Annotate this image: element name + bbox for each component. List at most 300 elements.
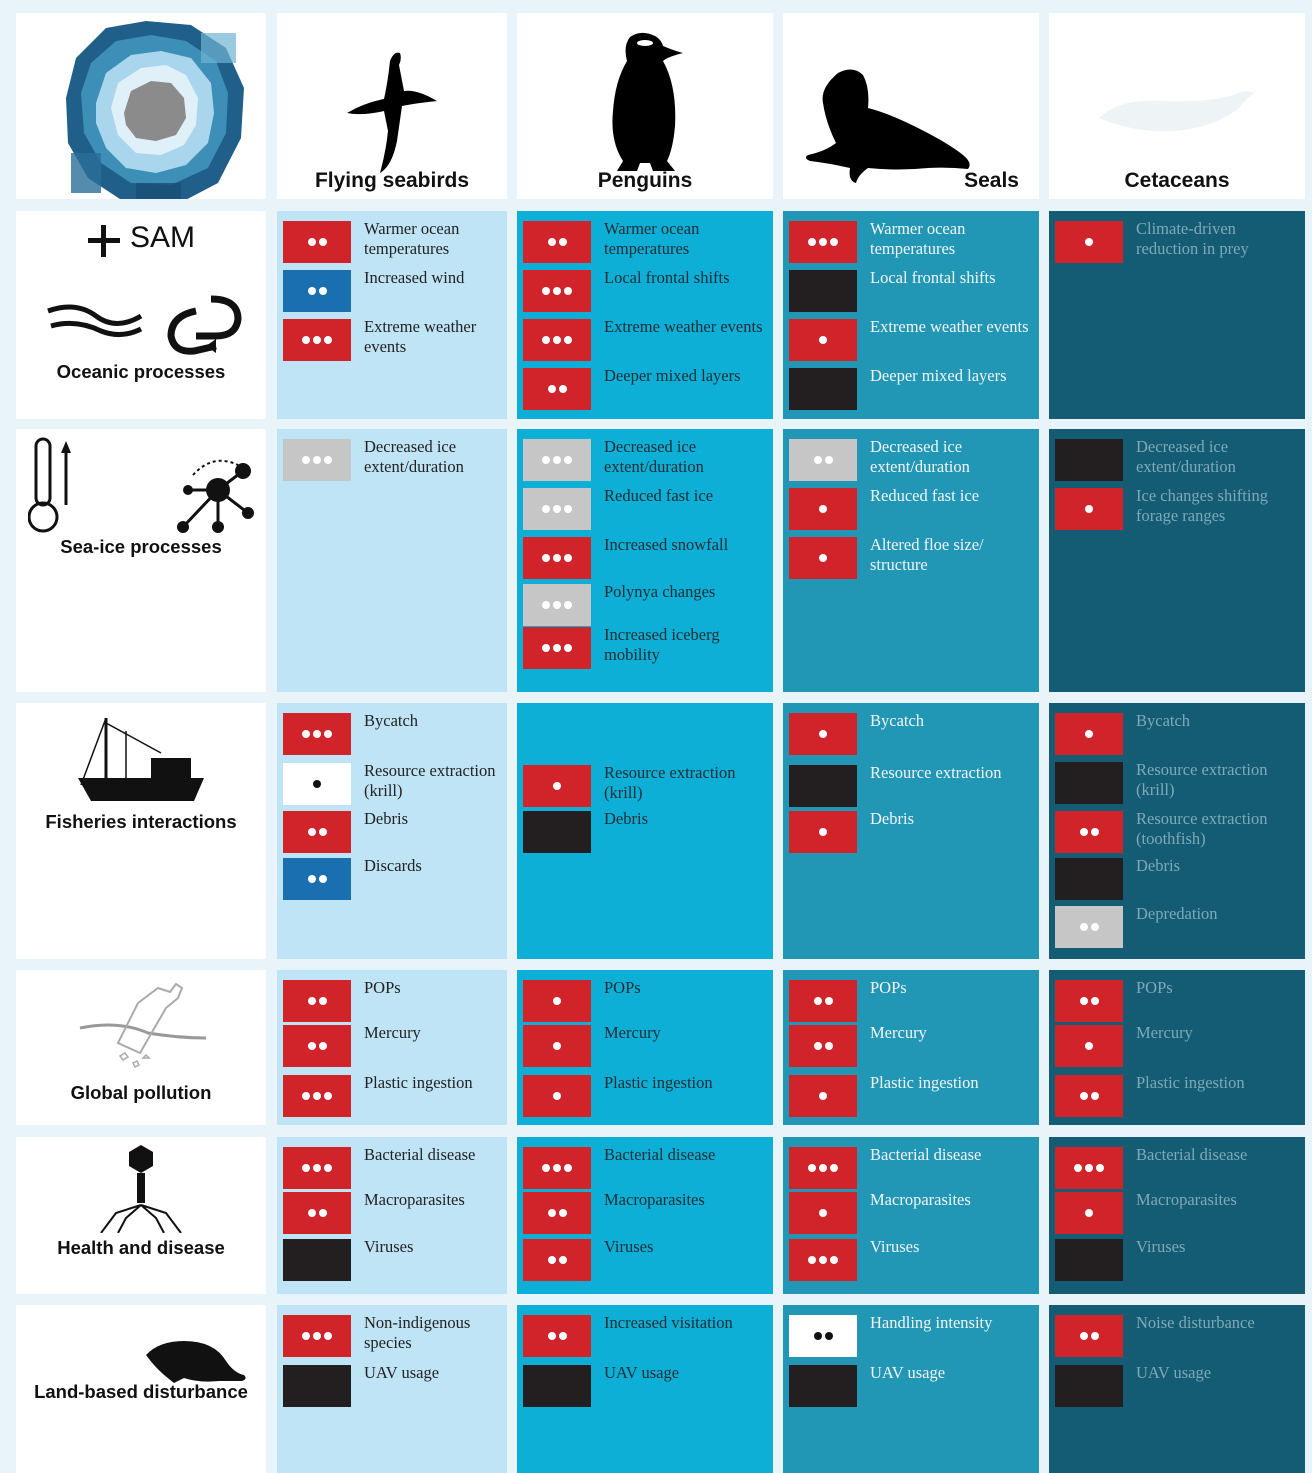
confidence-dot (819, 1164, 827, 1172)
threat-entry (283, 1192, 503, 1236)
confidence-dot (308, 238, 316, 246)
threat-label: Noise disturbance (1136, 1313, 1255, 1332)
threat-entry (1055, 906, 1301, 950)
confidence-dots (302, 336, 332, 344)
threat-entry (1055, 1147, 1301, 1191)
confidence-dots (819, 554, 827, 562)
confidence-box (523, 488, 591, 530)
confidence-box (1055, 439, 1123, 481)
threat-label: Bacterial disease (870, 1145, 982, 1164)
threat-label: Resource extraction (krill) (604, 763, 736, 802)
confidence-dots (1085, 730, 1093, 738)
confidence-dots (1080, 997, 1099, 1005)
confidence-box (1055, 1239, 1123, 1281)
confidence-box (789, 270, 857, 312)
cell-fisheries-seal (783, 703, 1039, 959)
confidence-dot (553, 287, 561, 295)
confidence-box (1055, 858, 1123, 900)
threat-label: Reduced fast ice (604, 486, 714, 505)
threat-entry (523, 1025, 769, 1069)
confidence-dot (319, 828, 327, 836)
threat-label: Resource extraction (870, 763, 1002, 782)
threat-entry (1055, 858, 1301, 902)
confidence-dot (1085, 238, 1093, 246)
confidence-dot (830, 238, 838, 246)
threat-entry (523, 319, 769, 363)
confidence-box (283, 1315, 351, 1357)
confidence-dots (308, 828, 327, 836)
confidence-dot (553, 554, 561, 562)
confidence-box (1055, 1315, 1123, 1357)
threat-entry (523, 1147, 769, 1191)
threat-label: Macroparasites (364, 1190, 465, 1209)
threat-entry (523, 1315, 769, 1359)
confidence-dot (819, 1092, 827, 1100)
confidence-box (283, 1192, 351, 1234)
confidence-dots (1080, 828, 1099, 836)
threat-label: Ice changes shifting forage ranges (1136, 486, 1268, 525)
confidence-dot (564, 287, 572, 295)
confidence-box (789, 811, 857, 853)
confidence-dot (548, 1332, 556, 1340)
threat-label: Decreased ice extent/duration (364, 437, 464, 476)
confidence-dots (819, 1209, 827, 1217)
confidence-dots (542, 1164, 572, 1172)
confidence-dots (808, 238, 838, 246)
confidence-dots (819, 730, 827, 738)
confidence-dot (542, 601, 550, 609)
cell-oceanic-fly (277, 211, 507, 419)
confidence-dot (559, 1332, 567, 1340)
threat-entry (283, 811, 503, 855)
confidence-box (283, 1025, 351, 1067)
confidence-dot (814, 456, 822, 464)
confidence-dot (1085, 1209, 1093, 1217)
threat-entry (1055, 980, 1301, 1024)
confidence-dots (308, 1042, 327, 1050)
confidence-box (523, 270, 591, 312)
confidence-dot (553, 456, 561, 464)
confidence-dot (564, 336, 572, 344)
threat-label: Plastic ingestion (364, 1073, 473, 1092)
threat-label: Reduced fast ice (870, 486, 980, 505)
cell-health-fly (277, 1137, 507, 1294)
cell-fisheries-fly (277, 703, 507, 959)
threat-entry (1055, 488, 1301, 532)
confidence-box (1055, 906, 1123, 948)
row-header-land-based-disturbance (16, 1305, 266, 1473)
threat-entry (523, 584, 769, 628)
cetacean-icon (1094, 83, 1264, 143)
confidence-dot (302, 1164, 310, 1172)
threat-entry (523, 368, 769, 412)
confidence-box (283, 1239, 351, 1281)
cell-land-seal (783, 1305, 1039, 1473)
confidence-box (283, 980, 351, 1022)
confidence-box (523, 980, 591, 1022)
cell-land-fly (277, 1305, 507, 1473)
confidence-dot (319, 287, 327, 295)
column-header-penguins (517, 13, 773, 199)
confidence-dots (553, 782, 561, 790)
confidence-dots (548, 1256, 567, 1264)
confidence-dot (1080, 828, 1088, 836)
threat-label: Debris (870, 809, 914, 828)
cell-pollution-seal (783, 970, 1039, 1125)
confidence-dots (808, 1256, 838, 1264)
thermometer-and-network-icon (28, 435, 258, 535)
confidence-box (523, 1075, 591, 1117)
threat-entry (789, 1192, 1035, 1236)
confidence-box (523, 368, 591, 410)
confidence-box (1055, 1147, 1123, 1189)
confidence-dot (830, 1256, 838, 1264)
confidence-dots (308, 1209, 327, 1217)
threat-label: Decreased ice extent/duration (604, 437, 704, 476)
confidence-dot (825, 1332, 833, 1340)
threat-entry (523, 980, 769, 1024)
confidence-dots (302, 456, 332, 464)
confidence-dot (825, 1042, 833, 1050)
confidence-box (789, 439, 857, 481)
threat-label: Bacterial disease (1136, 1145, 1248, 1164)
threat-label: Deeper mixed layers (604, 366, 741, 385)
threat-entry (523, 537, 769, 581)
confidence-dots (548, 238, 567, 246)
threat-label: Resource extraction (krill) (1136, 760, 1268, 799)
confidence-box (1055, 1365, 1123, 1407)
row-header-health-and-disease (16, 1137, 266, 1294)
confidence-dot (308, 1042, 316, 1050)
confidence-dot (542, 505, 550, 513)
confidence-dot (324, 1092, 332, 1100)
confidence-dot (819, 505, 827, 513)
threat-entry (523, 811, 769, 855)
confidence-dots (302, 1164, 332, 1172)
threat-label: Bacterial disease (364, 1145, 476, 1164)
threat-label: Resource extraction (toothfish) (1136, 809, 1268, 848)
confidence-dot (808, 1164, 816, 1172)
confidence-box (1055, 1025, 1123, 1067)
threat-label: Altered floe size/ structure (870, 535, 984, 574)
sam-label: SAM (130, 221, 196, 254)
confidence-dot (313, 456, 321, 464)
cell-oceanic-cet (1049, 211, 1305, 419)
confidence-dot (1074, 1164, 1082, 1172)
confidence-dots (553, 1092, 561, 1100)
threat-entry (789, 439, 1035, 483)
threat-entry (283, 1315, 503, 1359)
threat-label: Mercury (604, 1023, 661, 1042)
cell-pollution-fly (277, 970, 507, 1125)
threat-label: Bycatch (870, 711, 925, 730)
confidence-box (789, 1365, 857, 1407)
confidence-dots (808, 1164, 838, 1172)
bacteriophage-icon (96, 1143, 186, 1233)
threat-label: UAV usage (870, 1363, 946, 1382)
confidence-box (1055, 980, 1123, 1022)
threat-label: Macroparasites (1136, 1190, 1237, 1209)
threat-entry (523, 488, 769, 532)
antarctica-map-icon (16, 13, 266, 199)
threat-label: Debris (1136, 856, 1180, 875)
cell-pollution-cet (1049, 970, 1305, 1125)
threat-label: Decreased ice extent/duration (870, 437, 970, 476)
confidence-dot (319, 875, 327, 883)
confidence-dots (814, 1332, 833, 1340)
confidence-dot (814, 1042, 822, 1050)
confidence-dot (830, 1164, 838, 1172)
threat-entry (283, 713, 503, 757)
threat-entry (283, 270, 503, 314)
threat-label: POPs (364, 978, 401, 997)
confidence-box (523, 439, 591, 481)
confidence-dot (542, 1164, 550, 1172)
column-label-flying-seabirds: Flying seabirds (314, 169, 470, 192)
confidence-dot (553, 644, 561, 652)
threat-entry (283, 1075, 503, 1119)
confidence-dot (1080, 1092, 1088, 1100)
confidence-box (789, 368, 857, 410)
threat-entry (789, 1365, 1035, 1409)
confidence-dot (1080, 1332, 1088, 1340)
confidence-dot (1091, 997, 1099, 1005)
confidence-box (789, 1025, 857, 1067)
wind-and-current-icon (46, 291, 246, 361)
threat-entry (283, 439, 503, 483)
confidence-box (523, 765, 591, 807)
threat-label: Bycatch (364, 711, 419, 730)
confidence-dots (308, 238, 327, 246)
threat-entry (283, 319, 503, 363)
confidence-box (789, 765, 857, 807)
confidence-dots (819, 828, 827, 836)
confidence-dots (819, 1092, 827, 1100)
confidence-box (523, 1365, 591, 1407)
threat-label: Extreme weather events (364, 317, 477, 356)
confidence-box (789, 1147, 857, 1189)
confidence-dots (1085, 1042, 1093, 1050)
confidence-dot (548, 1209, 556, 1217)
confidence-box (789, 1315, 857, 1357)
threat-entry (1055, 1315, 1301, 1359)
threat-entry (1055, 762, 1301, 806)
threat-label: Depredation (1136, 904, 1218, 923)
confidence-dots (1085, 1209, 1093, 1217)
threat-label: Decreased ice extent/duration (1136, 437, 1236, 476)
confidence-dot (564, 1164, 572, 1172)
threat-label: Plastic ingestion (604, 1073, 713, 1092)
row-label-pollution: Global pollution (70, 1082, 212, 1103)
cell-seaice-cet (1049, 429, 1305, 692)
column-header-seals (783, 13, 1039, 199)
confidence-dot (1085, 730, 1093, 738)
confidence-dot (819, 238, 827, 246)
confidence-box (789, 980, 857, 1022)
confidence-dot (1091, 828, 1099, 836)
confidence-box (789, 1239, 857, 1281)
threat-entry (1055, 811, 1301, 855)
confidence-dot (553, 1092, 561, 1100)
threat-entry (523, 1239, 769, 1283)
row-header-global-pollution (16, 970, 266, 1125)
threat-label: Mercury (364, 1023, 421, 1042)
confidence-dot (559, 1209, 567, 1217)
confidence-dot (548, 385, 556, 393)
confidence-dots (313, 780, 321, 788)
confidence-box (523, 319, 591, 361)
confidence-dot (319, 1209, 327, 1217)
confidence-dot (1085, 1164, 1093, 1172)
confidence-box (283, 1365, 351, 1407)
confidence-box (523, 1147, 591, 1189)
row-label-land: Land-based disturbance (34, 1381, 248, 1402)
confidence-box (523, 811, 591, 853)
confidence-dot (319, 1042, 327, 1050)
confidence-dots (548, 385, 567, 393)
confidence-dots (308, 997, 327, 1005)
cell-oceanic-seal (783, 211, 1039, 419)
threat-entry (523, 221, 769, 265)
confidence-box (789, 1192, 857, 1234)
flying-seabird-icon (342, 41, 442, 176)
confidence-dots (1085, 505, 1093, 513)
confidence-dots (542, 456, 572, 464)
cell-pollution-pen (517, 970, 773, 1125)
cell-health-cet (1049, 1137, 1305, 1294)
confidence-dot (319, 238, 327, 246)
threat-entry (523, 627, 769, 671)
threat-label: POPs (604, 978, 641, 997)
threat-label: Viruses (1136, 1237, 1186, 1256)
threat-entry (283, 858, 503, 902)
threat-entry (1055, 1239, 1301, 1283)
confidence-dots (308, 287, 327, 295)
threat-label: Local frontal shifts (604, 268, 730, 287)
confidence-box (283, 319, 351, 361)
threat-label: POPs (870, 978, 907, 997)
threat-label: Increased wind (364, 268, 465, 287)
threat-label: Extreme weather events (604, 317, 763, 336)
confidence-dot (1085, 505, 1093, 513)
threat-entry (1055, 1075, 1301, 1119)
threat-label: Handling intensity (870, 1313, 993, 1332)
confidence-box (789, 488, 857, 530)
threat-entry (789, 221, 1035, 265)
confidence-dot (313, 1332, 321, 1340)
confidence-dot (302, 456, 310, 464)
confidence-dot (553, 997, 561, 1005)
confidence-dots (1080, 1332, 1099, 1340)
confidence-box (523, 584, 591, 626)
threat-entry (523, 270, 769, 314)
confidence-dot (324, 1332, 332, 1340)
confidence-dots (542, 336, 572, 344)
confidence-dot (564, 601, 572, 609)
row-label-sea-ice: Sea-ice processes (60, 536, 222, 557)
confidence-dot (542, 287, 550, 295)
threat-label: Bycatch (1136, 711, 1191, 730)
row-header-fisheries-interactions (16, 703, 266, 959)
cell-land-pen (517, 1305, 773, 1473)
column-header-cetaceans (1049, 13, 1305, 199)
confidence-dot (302, 730, 310, 738)
confidence-box (523, 627, 591, 669)
threat-label: Increased snowfall (604, 535, 729, 554)
threat-label: Non-indigenous species (364, 1313, 471, 1352)
threat-label: Deeper mixed layers (870, 366, 1007, 385)
threat-entry (283, 221, 503, 265)
confidence-box (523, 1192, 591, 1234)
confidence-box (523, 1025, 591, 1067)
confidence-dot (548, 238, 556, 246)
confidence-box (789, 537, 857, 579)
confidence-dots (819, 336, 827, 344)
confidence-box (523, 537, 591, 579)
confidence-dots (553, 1042, 561, 1050)
penguin-icon (605, 31, 685, 176)
confidence-dots (1080, 1092, 1099, 1100)
threat-entry (1055, 1192, 1301, 1236)
threat-label: UAV usage (604, 1363, 680, 1382)
confidence-dot (1091, 1092, 1099, 1100)
confidence-dots (542, 287, 572, 295)
confidence-dots (302, 730, 332, 738)
threat-label: Resource extraction (krill) (364, 761, 496, 800)
threat-label: Extreme weather events (870, 317, 1029, 336)
threat-label: Debris (604, 809, 648, 828)
confidence-box (283, 1075, 351, 1117)
confidence-dot (319, 997, 327, 1005)
cell-land-cet (1049, 1305, 1305, 1473)
threat-label: Mercury (870, 1023, 927, 1042)
threat-entry (789, 713, 1035, 757)
threat-entry (1055, 1365, 1301, 1409)
confidence-dot (553, 601, 561, 609)
confidence-dots (308, 875, 327, 883)
row-label-fisheries: Fisheries interactions (45, 811, 237, 832)
threat-label: UAV usage (1136, 1363, 1212, 1382)
threat-label: Polynya changes (604, 582, 716, 601)
threat-label: Plastic ingestion (870, 1073, 979, 1092)
confidence-dots (1080, 923, 1099, 931)
confidence-dot (313, 336, 321, 344)
threat-entry (283, 1147, 503, 1191)
threat-entry (789, 1315, 1035, 1359)
threat-entry (523, 1075, 769, 1119)
confidence-dots (553, 997, 561, 1005)
column-header-flying-seabirds (277, 13, 507, 199)
confidence-dot (814, 1332, 822, 1340)
confidence-dot (1091, 923, 1099, 931)
threat-label: Mercury (1136, 1023, 1193, 1042)
threat-entry (283, 1239, 503, 1283)
threat-label: Warmer ocean temperatures (364, 219, 460, 258)
confidence-dot (564, 456, 572, 464)
confidence-dots (542, 601, 572, 609)
confidence-dot (302, 336, 310, 344)
threat-label: Warmer ocean temperatures (870, 219, 966, 258)
confidence-dots (1085, 238, 1093, 246)
threat-entry (523, 1365, 769, 1409)
confidence-dots (542, 554, 572, 562)
confidence-dot (553, 336, 561, 344)
confidence-dots (548, 1332, 567, 1340)
confidence-box (523, 221, 591, 263)
column-label-seals: Seals (964, 169, 1019, 192)
threat-label: Warmer ocean temperatures (604, 219, 700, 258)
confidence-dot (559, 238, 567, 246)
